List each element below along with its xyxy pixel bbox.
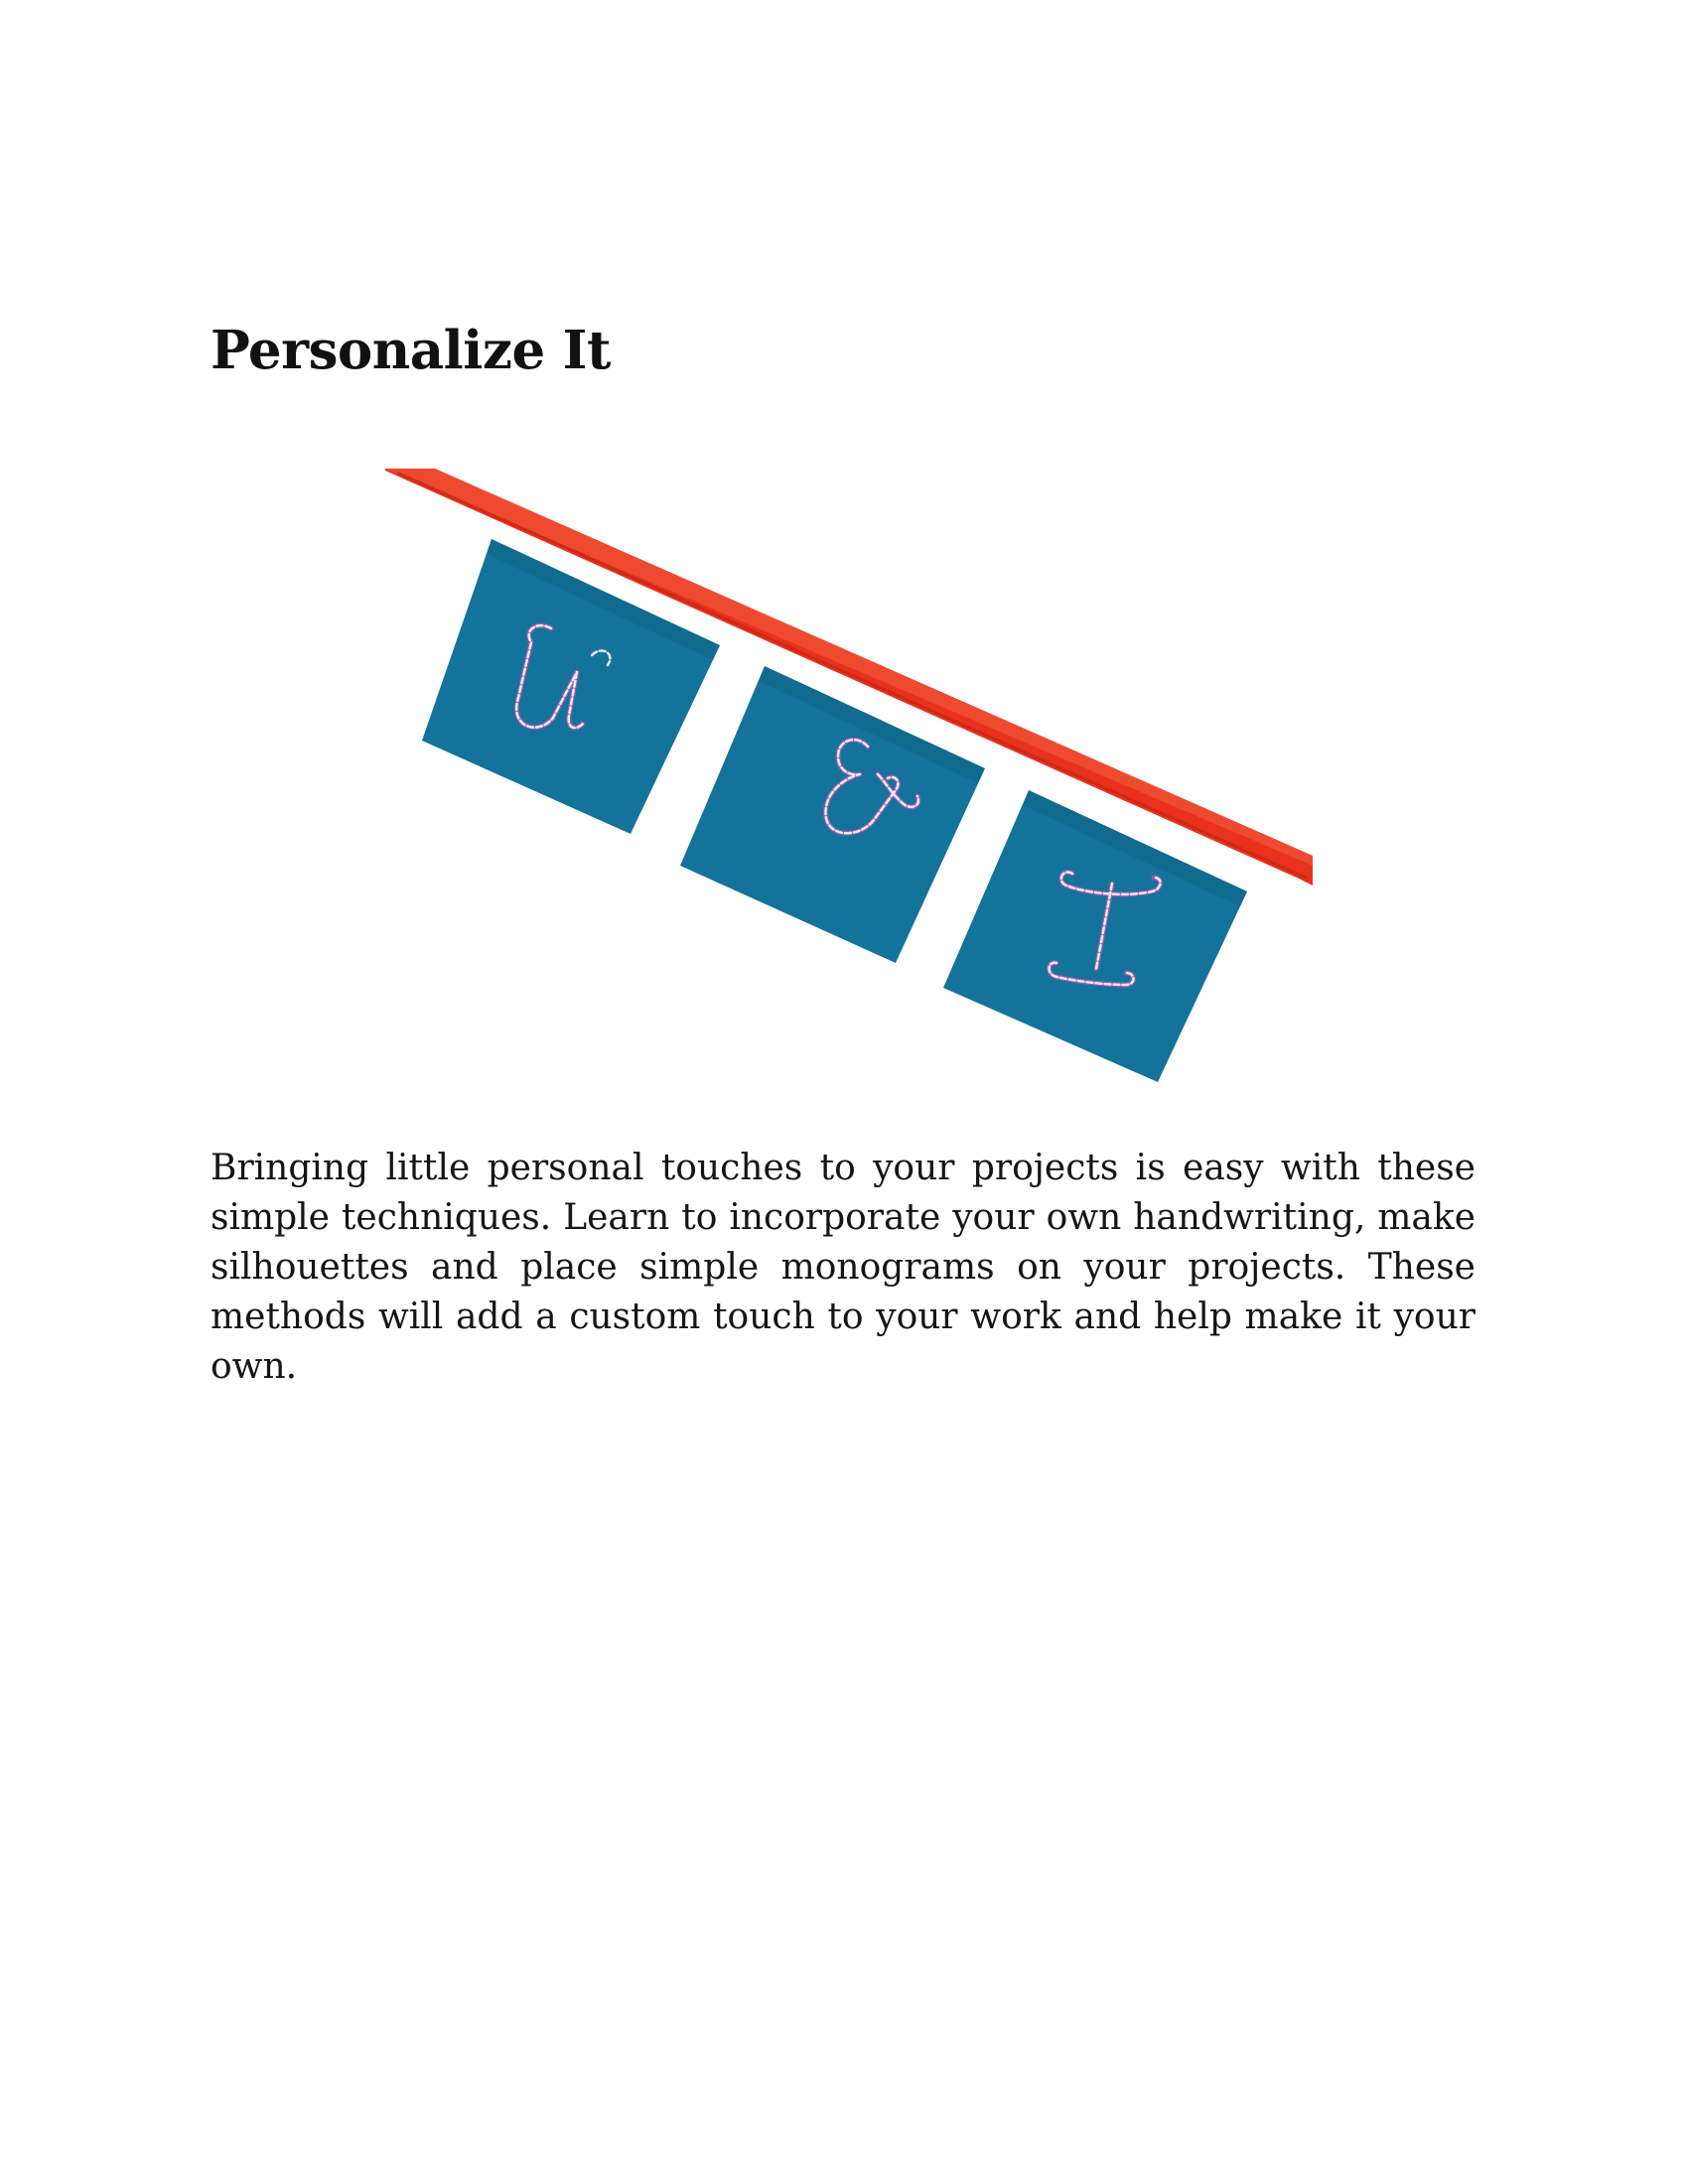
bunting-graphic — [377, 467, 1321, 1092]
intro-paragraph: Bringing little personal touches to your projects is easy with these simple techniques. Learn to incorporate your own handwriting, make silhouettes and place simple monograms on your projects. These methods will add a custom touch to your work and help make it your own. — [211, 1148, 1476, 1387]
bunting-illustration — [377, 467, 1321, 1092]
page-title: Personalize It — [211, 320, 611, 381]
